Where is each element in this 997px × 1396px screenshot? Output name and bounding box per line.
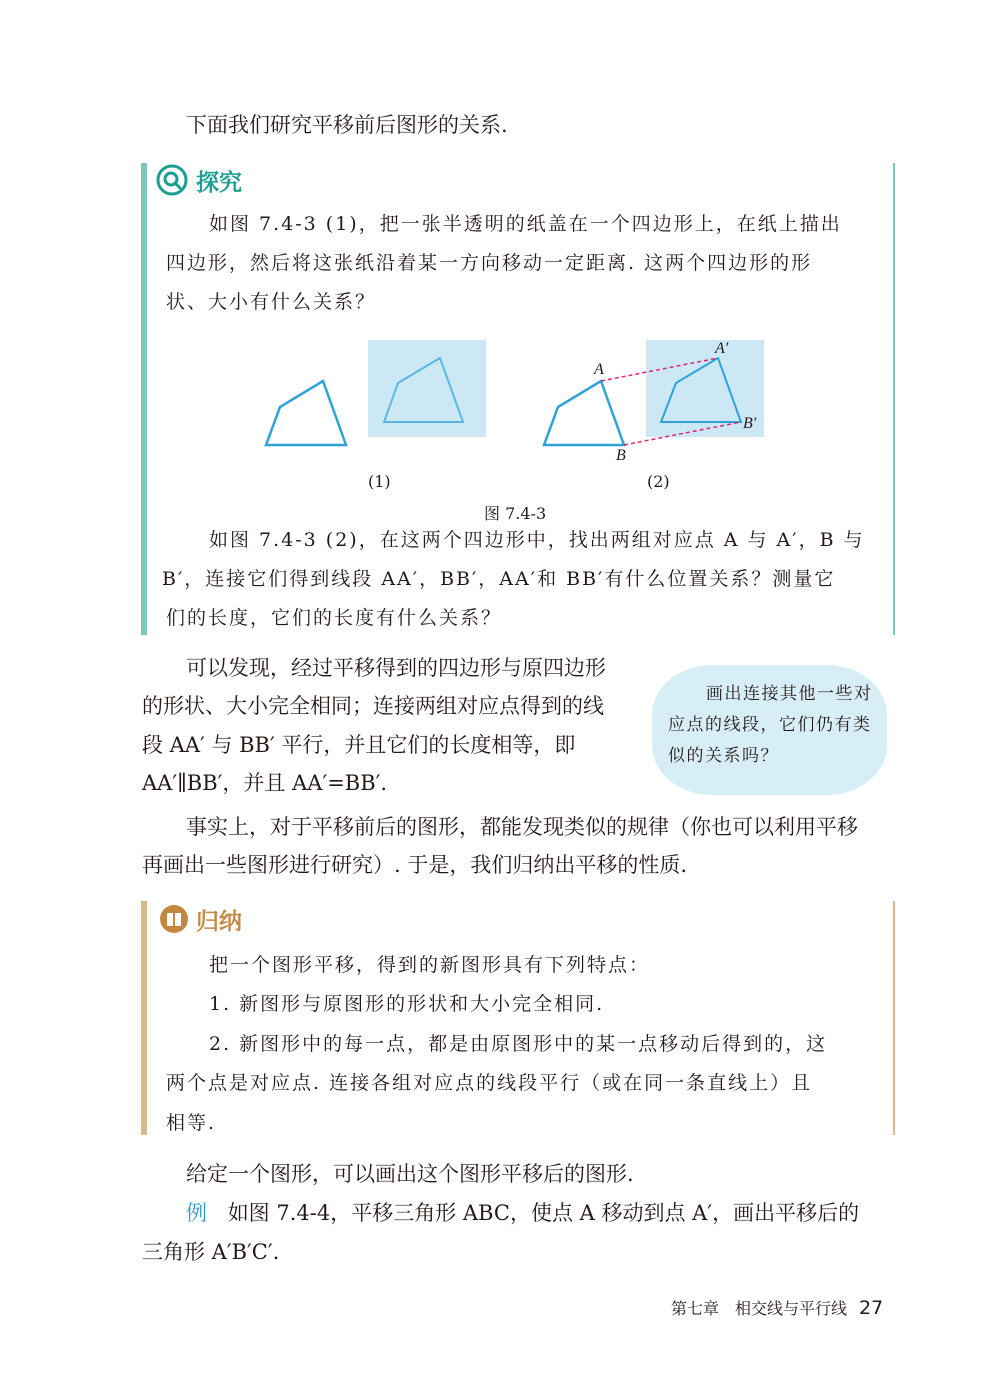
summary-line: 两个点是对应点. 连接各组对应点的线段平行（或在同一条直线上）且 xyxy=(166,1072,813,1094)
summary-line: 相等. xyxy=(166,1112,217,1134)
example-line xyxy=(186,1194,859,1232)
book-icon xyxy=(158,903,190,935)
discovery-line: 段 AA′ 与 BB′ 平行，并且它们的长度相等，即 xyxy=(142,733,576,757)
cloud-line: 应点的线段，它们仍有类 xyxy=(668,715,872,735)
figure-label-1: (1) xyxy=(368,472,391,491)
thought-cloud-text xyxy=(668,679,883,772)
figure-caption: 图 7.4-3 xyxy=(484,504,547,523)
explore-text-line: 状、大小有什么关系？ xyxy=(166,291,377,313)
summary-line: 2. 新图形中的每一点，都是由原图形中的某一点移动后得到的，这 xyxy=(209,1033,828,1055)
chapter-title: 第七章 相交线与平行线 xyxy=(671,1299,848,1318)
original-quadrilateral xyxy=(266,381,346,445)
point-b-label: B xyxy=(616,447,626,464)
cloud-line: 画出连接其他一些对 xyxy=(706,684,873,704)
explore-text-line: 如图 7.4-3 (1)，把一张半透明的纸盖在一个四边形上，在纸上描出 xyxy=(209,213,842,235)
discovery-line: AA′∥BB′，并且 AA′=BB′. xyxy=(142,771,388,795)
point-b-prime-label: B′ xyxy=(743,415,757,432)
page-number: 27 xyxy=(859,1297,884,1319)
figure-7-4-3 xyxy=(250,330,790,470)
cloud-line: 似的关系吗？ xyxy=(668,746,779,766)
example-label: 例 xyxy=(186,1201,207,1225)
explore-icon xyxy=(156,164,188,196)
explore-text-line: 四边形，然后将这张纸沿着某一方向移动一定距离. 这两个四边形的形 xyxy=(166,252,813,274)
summary-line: 1. 新图形与原图形的形状和大小完全相同. xyxy=(209,993,605,1015)
point-a-label: A xyxy=(594,361,604,378)
example-line-2: 三角形 A′B′C′. xyxy=(142,1240,280,1264)
figure-label-2: (2) xyxy=(647,472,670,491)
given-text: 给定一个图形，可以画出这个图形平移后的图形. xyxy=(186,1162,634,1186)
page-footer xyxy=(671,1296,883,1319)
explore-text-line: B′，连接它们得到线段 AA′，BB′，AA′和 BB′有什么位置关系？测量它 xyxy=(162,568,836,590)
discovery-line: 可以发现，经过平移得到的四边形与原四边形 xyxy=(186,656,606,680)
summary-title: 归纳 xyxy=(196,909,242,935)
original-quadrilateral-2 xyxy=(544,381,624,445)
example-text: 如图 7.4-4，平移三角形 ABC，使点 A 移动到点 A′，画出平移后的 xyxy=(227,1201,860,1225)
fact-line: 事实上，对于平移前后的图形，都能发现类似的规律（你也可以利用平移 xyxy=(186,815,858,839)
fact-line: 再画出一些图形进行研究）. 于是，我们归纳出平移的性质. xyxy=(142,853,688,877)
point-a-prime-label: A′ xyxy=(715,340,729,357)
explore-text-line: 们的长度，它们的长度有什么关系？ xyxy=(166,607,503,629)
explore-title: 探究 xyxy=(196,170,242,196)
intro-text: 下面我们研究平移前后图形的关系. xyxy=(186,113,508,137)
explore-text-line: 如图 7.4-3 (2)，在这两个四边形中，找出两组对应点 A 与 A′，B 与 xyxy=(209,529,865,551)
discovery-line: 的形状、大小完全相同；连接两组对应点得到的线 xyxy=(142,694,604,718)
summary-line: 把一个图形平移，得到的新图形具有下列特点： xyxy=(209,954,651,976)
